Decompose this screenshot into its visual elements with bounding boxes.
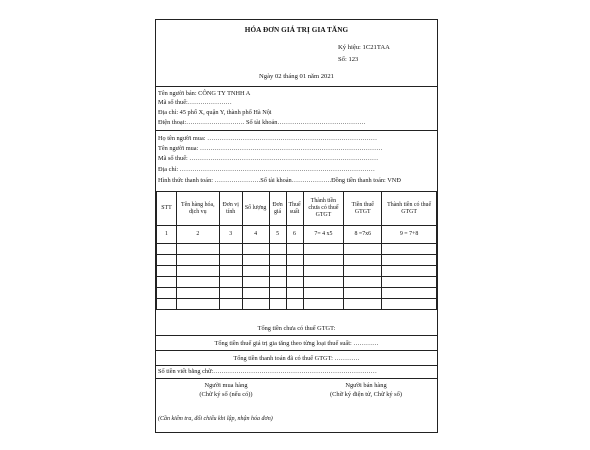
table-header-row [157, 192, 437, 226]
divider [156, 335, 437, 336]
buyer-address: Địa chỉ: ………………………………………………………………………………… [158, 166, 375, 173]
divider [156, 365, 437, 366]
column-header: Thuế suất [286, 192, 303, 226]
amount-in-words: Số tiền viết bằng chữ:…………………………………………………………………… [158, 368, 377, 375]
seller-name: Tên người bán: CÔNG TY TNHH A [158, 90, 251, 97]
invoice-page [155, 19, 438, 433]
buyer-signature-note: (Chữ ký số (nếu có)) [199, 390, 253, 398]
divider [156, 86, 437, 87]
total-after-tax: Tổng tiền thanh toán đã có thuế GTGT: ………… [233, 355, 360, 362]
column-code: 7= 4 x5 [303, 226, 344, 244]
table-row [157, 288, 437, 299]
items-table [156, 191, 437, 310]
table-code-row [157, 226, 437, 244]
invoice-symbol: Ký hiệu: 1C21TAA [338, 44, 390, 51]
column-code: 2 [176, 226, 219, 244]
column-code: 6 [286, 226, 303, 244]
seller-address: Địa chỉ: 45 phố X, quận Y, thành phố Hà Nội [158, 109, 272, 116]
total-before-tax: Tổng tiền chưa có thuế GTGT: [257, 325, 336, 332]
divider [156, 130, 437, 131]
column-code: 1 [157, 226, 177, 244]
column-code: 4 [242, 226, 269, 244]
table-row [157, 299, 437, 310]
column-header: Số lượng [242, 192, 269, 226]
seller-signature-block [306, 382, 426, 399]
total-tax-by-rate: Tổng tiền thuế giá trị gia tăng theo từng loại thuế suất: ………… [214, 340, 379, 347]
buyer-signature-title: Người mua hàng [204, 382, 248, 389]
buyer-fullname: Họ tên người mua: ……………………………………………………………………… [158, 135, 378, 142]
table-row [157, 244, 437, 255]
column-header: Đơn giá [269, 192, 286, 226]
column-code: 8 =7x6 [344, 226, 382, 244]
column-code: 3 [219, 226, 242, 244]
column-code: 9 = 7+8 [382, 226, 437, 244]
seller-phone-account: Điện thoại:………………………. Số tài khoản…………………………………… [158, 119, 366, 126]
column-header: STT [157, 192, 177, 226]
table-row [157, 266, 437, 277]
table-row [157, 255, 437, 266]
column-header: Thành tiền có thuế GTGT [382, 192, 437, 226]
footer-note: (Cần kiểm tra, đối chiếu khi lập, nhận hóa đơn) [158, 416, 273, 422]
invoice-title: HÓA ĐƠN GIÁ TRỊ GIA TĂNG [244, 26, 349, 34]
table-row [157, 277, 437, 288]
invoice-number: Số: 123 [338, 56, 359, 63]
seller-signature-title: Người bán hàng [345, 382, 387, 389]
divider [156, 378, 437, 379]
payment-info: Hình thức thanh toán: ………………….Số tài khoản……………….Đồng tiền thanh toán: VNĐ [158, 177, 401, 184]
divider [156, 350, 437, 351]
column-code: 5 [269, 226, 286, 244]
invoice-date: Ngày 02 tháng 01 năm 2021 [259, 73, 334, 80]
buyer-name: Tên người mua: …………………………………………………………………………… [158, 145, 383, 152]
column-header: Tiền thuế GTGT [344, 192, 382, 226]
column-header: Thành tiền chưa có thuế GTGT [303, 192, 344, 226]
seller-tax-code: Mã số thuế:………………… [158, 99, 232, 106]
buyer-signature-block [176, 382, 276, 399]
seller-signature-note: (Chữ ký điện tử, Chữ ký số) [330, 390, 402, 398]
buyer-tax-code: Mã số thuế: ……………………………………………………………………………… [158, 155, 379, 162]
column-header: Tên hàng hóa, dịch vụ [176, 192, 219, 226]
column-header: Đơn vị tính [219, 192, 242, 226]
